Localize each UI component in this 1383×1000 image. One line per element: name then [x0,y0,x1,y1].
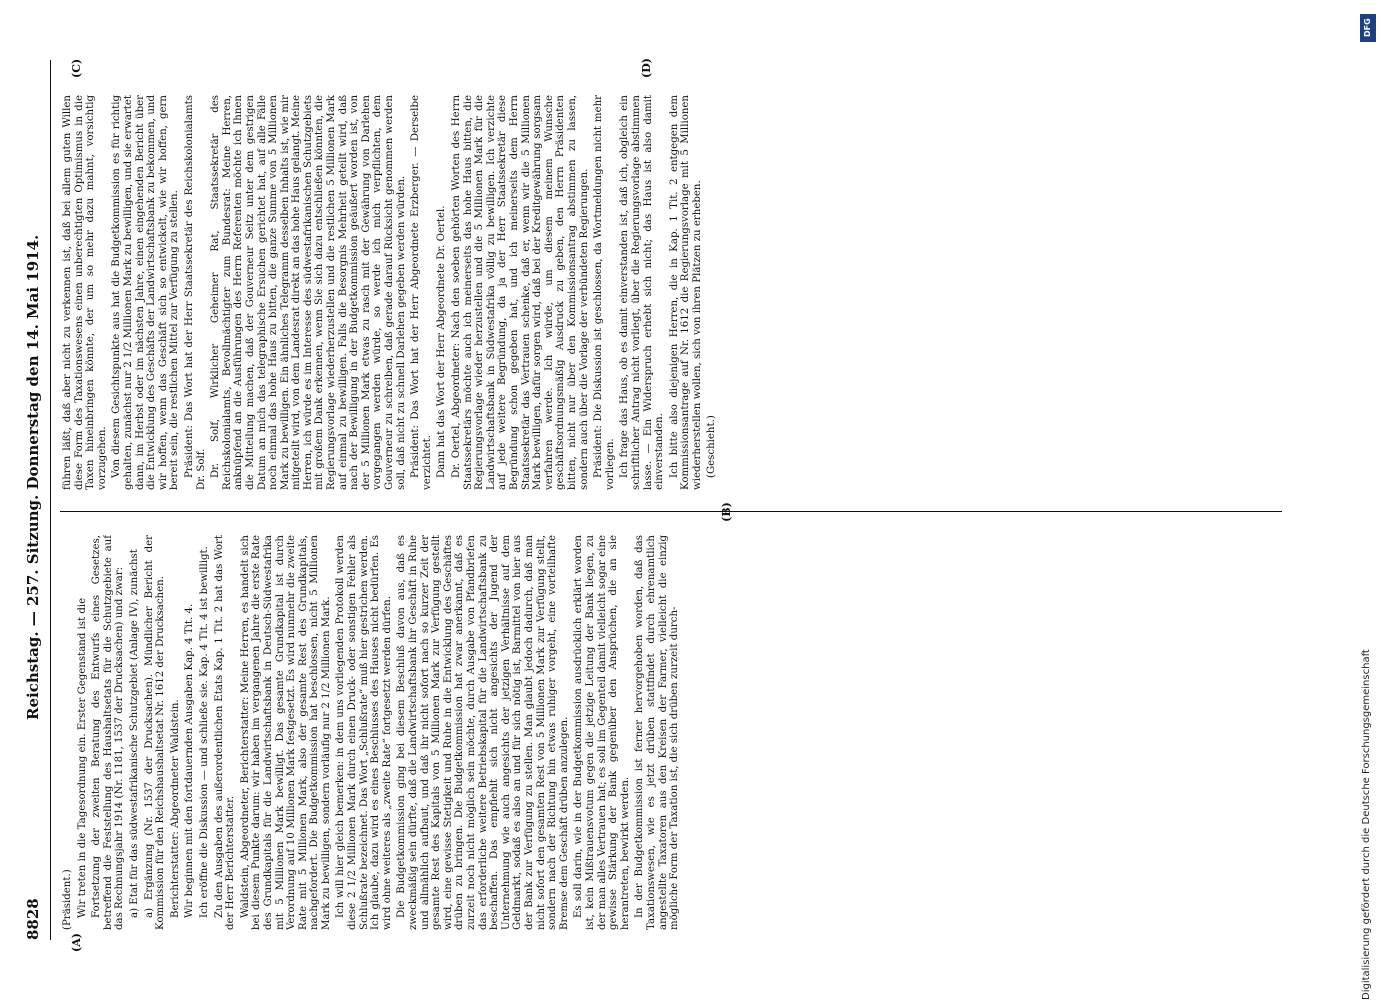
margin-marker-b: (B) [720,502,733,522]
digitization-imprint [1353,20,1383,1000]
right-column-paragraph: Von diesem Gesichtspunkte aus hat die Budgetkommission es für richtig gehalten, zunächst nur 2 1/2 Millionen Mark zu bewilligen, und sie erwartet dann, im Herbst oder im nächsten Jahre, einen eingehenden Bericht über die Entwicklung des Geschäfts der Landwirtschaftsbank zu bekommen, und wir hoffen, wenn das Geschäft sich so entwickelt, wie wir hoffen, gern bereit sein, die restlichen Mittel zur Verfügung zu stellen. [111,95,181,490]
right-text-column [62,95,1282,490]
funding-notice: Digitalisierung gefördert durch die Deutsche Forschungsgemeinschaft [1361,649,1372,1000]
right-column-paragraph: (Geschieht.) [706,415,718,478]
left-column-paragraph: Zu den Ausgaben des außerordentlichen Etats Kap. 1 Tit. 2 hat das Wort der Herr Berichterstatter. [213,535,237,930]
page-header [20,60,51,940]
left-column-paragraph: Ich will hier gleich bemerken: in dem uns vorliegenden Protokoll werden diese 2 1/2 Millionen Mark durch einen Druck- oder sonstigen Fehler als Schlußrate bezeichnet. Das Wort „Schlußrate“ muß hier gestrichen werden. Ich glaube, dazu wird es eines Beschlusses des Hauses nicht bedürfen. Es wird ohne weiteres als „zweite Rate“ fortgesetzt werden dürfen. [335,535,393,930]
right-column-paragraph: Ich frage das Haus, ob es damit einverstanden ist, daß ich, obgleich ein schriftlicher Antrag nicht vorliegt, über die Regierungsvorlage abstimmen lasse. — Ein Widerspruch erhebt sich nicht; das Haus ist also damit einverstanden. [619,95,666,490]
left-column-paragraph: Waldstein, Abgeordneter, Berichterstatter: Meine Herren, es handelt sich bei diesem Punkte darum: wir haben im vergangenen Jahre die erste Rate des Grundkapitals für die Landwirtschaftsbank in Deutsch-Südwestafrika mit 5 Millionen Mark bewilligt. Das gesamte Grundkapital ist durch Verordnung auf 10 Millionen Mark festgesetzt. Es wird nunmehr die zweite Rate mit 5 Millionen Mark, also der gesamte Rest des Grundkapitals, nachgefordert. Die Budgetkommission hat beschlossen, nicht 5 Millionen Mark zu bewilligen, sondern vorläufig nur 2 1/2 Millionen Mark. [239,535,332,930]
left-column-paragraph: Die Budgetkommission ging bei diesem Beschluß davon aus, daß es zweckmäßig sein dürfte, daß die Landwirtschaftsbank ihr Geschäft in Ruhe und allmählich aufbaut, und daß ihr nicht sofort nach so kurzer Zeit der gesamte Rest des Kapitals von 5 Millionen Mark zur Verfügung gestellt wird, eine gewisse Stetigkeit und Ruhe in die Entwicklung des Geschäftes drüben zu bringen. Die Budgetkommission hat zwar anerkannt, daß es zurzeit noch nicht möglich sein möchte, durch Ausgabe von Pfandbriefen das erforderliche weitere Betriebskapital für die Landwirtschaftsbank zu beschaffen. Das empfiehlt sich nicht angesichts der Jugend der Unternehmung wie auch angesichts der jetzigen Verhältnisse auf dem Geldmarkt, sodaß es also an und für sich nötig ist, Barmittel von hier aus der Bank zur Verfügung zu stellen. Man glaubt jedoch dadurch, daß man nicht sofort den gesamten Rest von 5 Millionen Mark zur Verfügung stellt, sondern nach der Richtung hin etwas ruhiger vorgeht, eine vorteilhafte Bremse dem Geschäft drüben anzulegen. [396,535,570,930]
left-column-paragraph: Ich eröffne die Diskussion — und schließe sie. Kap. 4 Tit. 4 ist bewilligt. [198,546,210,918]
left-column-paragraph: Wir beginnen mit den fortdauernden Ausgaben Kap. 4 Tit. 4. [184,603,196,918]
reichstag-protocol-page [0,40,1300,960]
right-column-paragraph: Dann hat das Wort der Herr Abgeordnete Dr. Oertel. [436,205,448,478]
left-column-paragraph: Berichterstatter: Abgeordneter Waldstein. [169,699,181,918]
right-column-paragraph: Präsident: Das Wort hat der Herr Staatssekretär des Reichskolonialamts Dr. Solf. [183,95,207,490]
left-text-column [62,535,1282,930]
margin-marker-d: (D) [640,58,653,78]
right-column-paragraph: Präsident: Das Wort hat der Herr Abgeordnete Erzberger. — Derselbe verzichtet. [410,95,433,490]
right-column-paragraph: Präsident: Die Diskussion ist geschlossen, da Wortmeldungen nicht mehr vorliegen. [593,95,616,490]
column-divider [60,511,1282,512]
margin-marker-a: (A) [70,933,83,952]
left-column-paragraph: (Präsident.) [62,869,73,930]
running-title: Reichstag. — 257. Sitzung. Donnerstag den 14. Mai 1914. [24,234,42,720]
right-column-paragraph: Ich bitte also diejenigen Herren, die in Kap. 1 Tit. 2 entgegen dem Kommissionsantrage auf Nr. 1612 die Regierungsvorlage mit 5 Millionen wiederherstellen wollen, sich von ihren Plätzen zu erheben. [668,95,703,490]
right-column-paragraph: Dr. Solf, Wirklicher Geheimer Rat, Staatssekretär des Reichskolonialamts, Bevollmächtigter zum Bundesrat: Meine Herren, anknüpfend an die Ausführungen des Herrn Referenten möchte ich Ihnen die Mitteilung machen, daß der Gouverneur Seitz unter dem gestrigen Datum an mich das telegraphische Ersuchen gerichtet hat, auf alle Fälle noch einmal das hohe Haus zu bitten, die ganze Summe von 5 Millionen Mark zu bewilligen. Ein ähnliches Telegramm desselben Inhalts ist, wie mir mitgeteilt wird, von dem Landesrat direkt an das hohe Haus gelangt. Meine Herren, ich würde es im Interesse des südwestafrikanischen Schutzgebiets mit großem Dank erkennen, wenn Sie sich dazu entschließen könnten, die Regierungsvorlage wiederherzustellen und die restlichen 5 Millionen Mark auf einmal zu bewilligen. Falls die Besorgnis Mehrheit geteilt wird, daß nach der Bewilligung in der Budgetkommission geäußert worden ist, von der 5 Millionen Mark etwas zu rasch mit der Gewährung von Darlehen vorgegangen werden würde, so werde ich mich verpflichten, dem Gouverneur zu schreiben, daß gerade darauf Rücksicht genommen werden soll, daß nicht zu schnell Darlehen gegeben werden würden. [210,95,407,490]
margin-marker-c: (C) [70,58,83,78]
left-column-paragraph: In der Budgetkommission ist ferner hervorgehoben worden, daß das Taxationswesen, wie es jetzt drüben stattfindet durch ehrenamtlich angestellte Taxatoren aus den Kreisen der Farmer, vielleicht die einzig mögliche Form der Taxation ist, die sich drüben zurzeit durch- [634,535,681,930]
left-column-paragraph: Wir treten in die Tagesordnung ein. Erster Gegenstand ist die [76,597,88,918]
left-column-paragraph: a) Ergänzung (Nr. 1537 der Drucksachen). Mündlicher Bericht der Kommission für den Reichshaushaltsetat Nr. 1612 der Drucksachen. [143,535,167,930]
page-number: 8828 [24,898,42,940]
right-column-paragraph: führen läßt, daß aber nicht zu verkennen ist, daß bei allem guten Willen diese Form des Taxationswesens einen unberechtigten Optimismus in die Taxen hineinbringen könnte, der um so mehr dazu mahnt, vorsichtig vorzugehen. [62,95,108,490]
left-column-paragraph: Es soll darin, wie in der Budgetkommission ausdrücklich erklärt worden ist, kein Mißtrauensvotum gegen die jetzige Leitung der Bank liegen, zu der man alles Vertrauen hat; es soll im Gegenteil damit vielleicht sogar eine gewisse Stärkung der Bank gegenüber den Ansprüchen, die an sie herantreten, bewirkt werden. [573,535,631,930]
left-column-paragraph: Fortsetzung der zweiten Beratung des Entwurfs eines Gesetzes, betreffend die Feststellung des Haushaltsetats für die Schutzgebiete auf das Rechnungsjahr 1914 (Nr. 1181, 1537 der Drucksachen) und zwar: [91,535,126,930]
right-column-paragraph: Dr. Oertel, Abgeordneter: Nach den soeben gehörten Worten des Herrn Staatssekretärs möchte auch ich meinerseits das hohe Haus bitten, die Regierungsvorlage wieder herzustellen und die 5 Millionen Mark für die Landwirtschaftsbank in Südwestafrika völlig zu bewilligen. Ich verzichte auf jede weitere Begründung, da ja der Herr Staatssekretär diese Begründung schon gegeben hat, und ich meinerseits dem Herrn Staatssekretär das Vertrauen schenke, daß er, wenn wir die 5 Millionen Mark bewilligen, dafür sorgen wird, daß bei der Kreditgewährung sorgsam verfahren werde. Ich würde, um diesem meinem Wunsche geschäftsordnungsmäßig Ausdruck zu geben, den Herrn Präsidenten bitten, nicht nur über den Kommissionsantrag abstimmen zu lassen, sondern auch über die Vorlage der verbündeten Regierungen. [451,95,590,490]
dfg-logo: DFG [1360,14,1376,42]
left-column-paragraph: a) Etat für das südwestafrikanische Schutzgebiet (Anlage IV), zunächst [128,549,140,918]
